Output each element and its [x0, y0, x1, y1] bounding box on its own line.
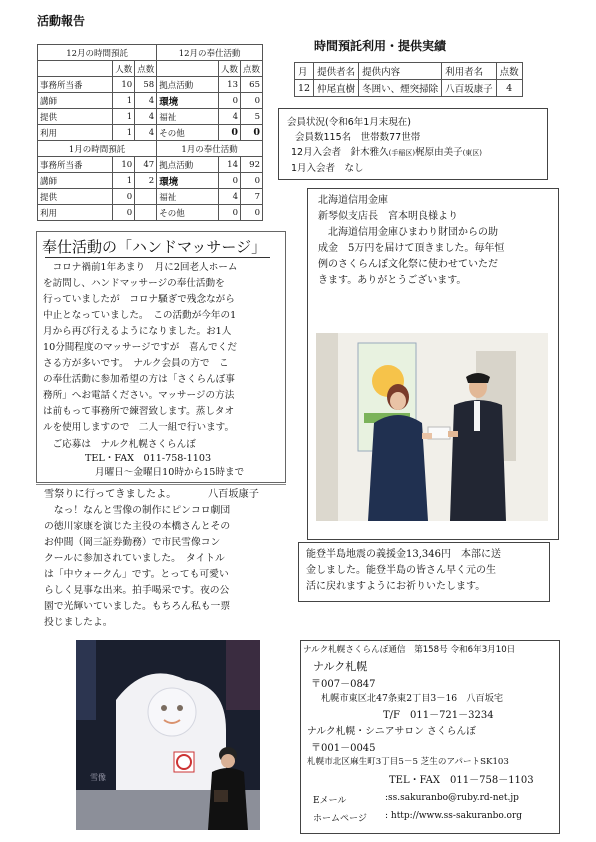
- table-row: 12 仲尾直樹 冬囲い、煙突掃除 八百坂康子 4: [295, 80, 523, 97]
- tel-fax-1: T/F 011－721－3234: [383, 710, 494, 721]
- january-new-members: 1月入会者 なし: [291, 163, 364, 174]
- jan-service-title: 1月の奉仕活動: [157, 141, 263, 157]
- hand-massage-body: コロナ禍前1年あまり 月に2回老人ホーム を訪問し、ハンドマッサージの奉仕活動を 行っていましたが コロナ騒ぎで残念ながら 中止となっていました。 この活動が今年の1 月から再び行えるようになりました。お1人 10分間程度のマッサージですが 喜んでくだ さる方が多いです。 ナルク会員の方で こ の奉仕活動に参加希望の方は「さくらんぼ事 務所」へお電話ください。マッサージの方法 は前もって事務所で練習致します。蒸しタオ ルを使用しますので 二人一組で行います。: [43, 262, 238, 433]
- table-row: 提供 1 4 福祉 4 5: [38, 109, 263, 125]
- activity-title: 活動報告: [37, 14, 86, 28]
- earthquake-donation-body: 能登半島地震の義援金13,346円 本部に送 金しました。能登半島の皆さん早く元の生 活に戻れますようにお祈りいたします。: [306, 549, 501, 592]
- activity-table-december: [37, 44, 263, 221]
- snow-festival-body: なっ！なんと雪像の制作にピンコロ劇団 の徳川家康を演じた主役の本橋さんとその お仲間（岡三証券勤務）で市民雪像コン クールに参加されていました。 タイトル は「中ウォークん」です。とっても可愛い らしく見事な出来。拍手喝采です。夜の公 園で光輝いていました。もちろん私も一票 投じましたよ。: [44, 505, 231, 628]
- usage-title: 時間預託利用・提供実績: [314, 39, 447, 53]
- col-points: 点数: [135, 61, 157, 77]
- usage-header-row: 月 提供者名 提供内容 利用者名 点数: [295, 63, 523, 80]
- col-people: 人数: [218, 61, 240, 77]
- email-address[interactable]: :ss.sakuranbo@ruby.rd-net.jp: [385, 793, 519, 803]
- org-name-narc-sapporo: ナルク札幌: [313, 660, 368, 673]
- col-points: 点数: [240, 61, 262, 77]
- member-status-heading: 会員状況(令和6年1月末現在): [287, 117, 412, 128]
- donation-photo-image: [316, 333, 548, 521]
- hand-massage-contact: ご応募は ナルク札幌さくらんぼ: [43, 439, 196, 450]
- homepage-url[interactable]: : http://www.ss-sakuranbo.org: [385, 811, 523, 821]
- jan-deposit-title: 1月の時間預託: [38, 141, 157, 157]
- usage-table: [294, 62, 523, 97]
- member-status-box: [278, 108, 548, 180]
- dec-deposit-title: 12月の時間預託: [38, 45, 157, 61]
- newsletter-issue: ナルク札幌さくらんぼ通信 第158号 令和6年3月10日: [303, 645, 516, 655]
- homepage-label: ホームページ: [313, 814, 367, 824]
- snow-festival-title: 雪祭りに行ってきましたよ。: [44, 489, 177, 500]
- bank-donation-body: 北海道信用金庫 新琴似支店長 宮本明良様より 北海道信用金庫ひまわり財団からの助 成金 5万円を届けて頂きました。毎年恒 例のさくらんぼ文化祭に使わせていただ きます。ありがとうございます。: [318, 195, 505, 286]
- bank-donation-article: [307, 188, 559, 540]
- snow-festival-author: 八百坂康子: [208, 489, 259, 500]
- earthquake-donation-box: [298, 542, 550, 602]
- hand-massage-article: [36, 231, 286, 483]
- table-row: 利用 1 4 その他 0 0: [38, 125, 263, 141]
- address-2: 札幌市北区麻生町3丁目5－5 芝生のアパートSK103: [307, 757, 509, 767]
- hand-massage-tel: TEL・FAX 011-758-1103: [85, 453, 212, 464]
- newsletter-contact-box: [300, 640, 560, 834]
- december-new-members: 12月入会者 針木雅久(手稲区)梶原由美子(東区): [291, 147, 483, 158]
- snow-sculpture-image: [76, 640, 260, 830]
- col-people: 人数: [113, 61, 135, 77]
- snow-festival-article: [36, 485, 286, 835]
- member-count: 会員数115名 世帯数77世帯: [295, 132, 421, 143]
- org-name-senior-salon: ナルク札幌・シニアサロン さくらんぼ: [307, 726, 476, 737]
- hand-massage-hours: 月曜日～金曜日10時から15時まで: [95, 467, 245, 478]
- table-row: 利用 0 その他 0 0: [38, 205, 263, 221]
- sculpture-sign: 雪像: [90, 773, 106, 782]
- table-row: 提供 0 福祉 4 7: [38, 189, 263, 205]
- table-row: 事務所当番 10 47 拠点活動 14 92: [38, 157, 263, 173]
- table-row: 事務所当番 10 58 拠点活動 13 65: [38, 77, 263, 93]
- address-1: 札幌市東区北47条東2丁目3－16 八百坂宅: [321, 693, 504, 704]
- tel-fax-2: TEL・FAX 011－758－1103: [389, 775, 534, 786]
- zip-code-1: 〒007－0847: [311, 679, 376, 690]
- donation-photo: [316, 333, 548, 521]
- dec-service-title: 12月の奉仕活動: [157, 45, 263, 61]
- email-label: Eメール: [313, 796, 347, 806]
- snow-sculpture-photo: [76, 640, 260, 830]
- zip-code-2: 〒001－0045: [311, 743, 376, 754]
- table-row: 講師 1 2 環境 0 0: [38, 173, 263, 189]
- hand-massage-title: 奉仕活動の「ハンドマッサージ」: [42, 238, 267, 256]
- table-row: 講師 1 4 環境 0 0: [38, 93, 263, 109]
